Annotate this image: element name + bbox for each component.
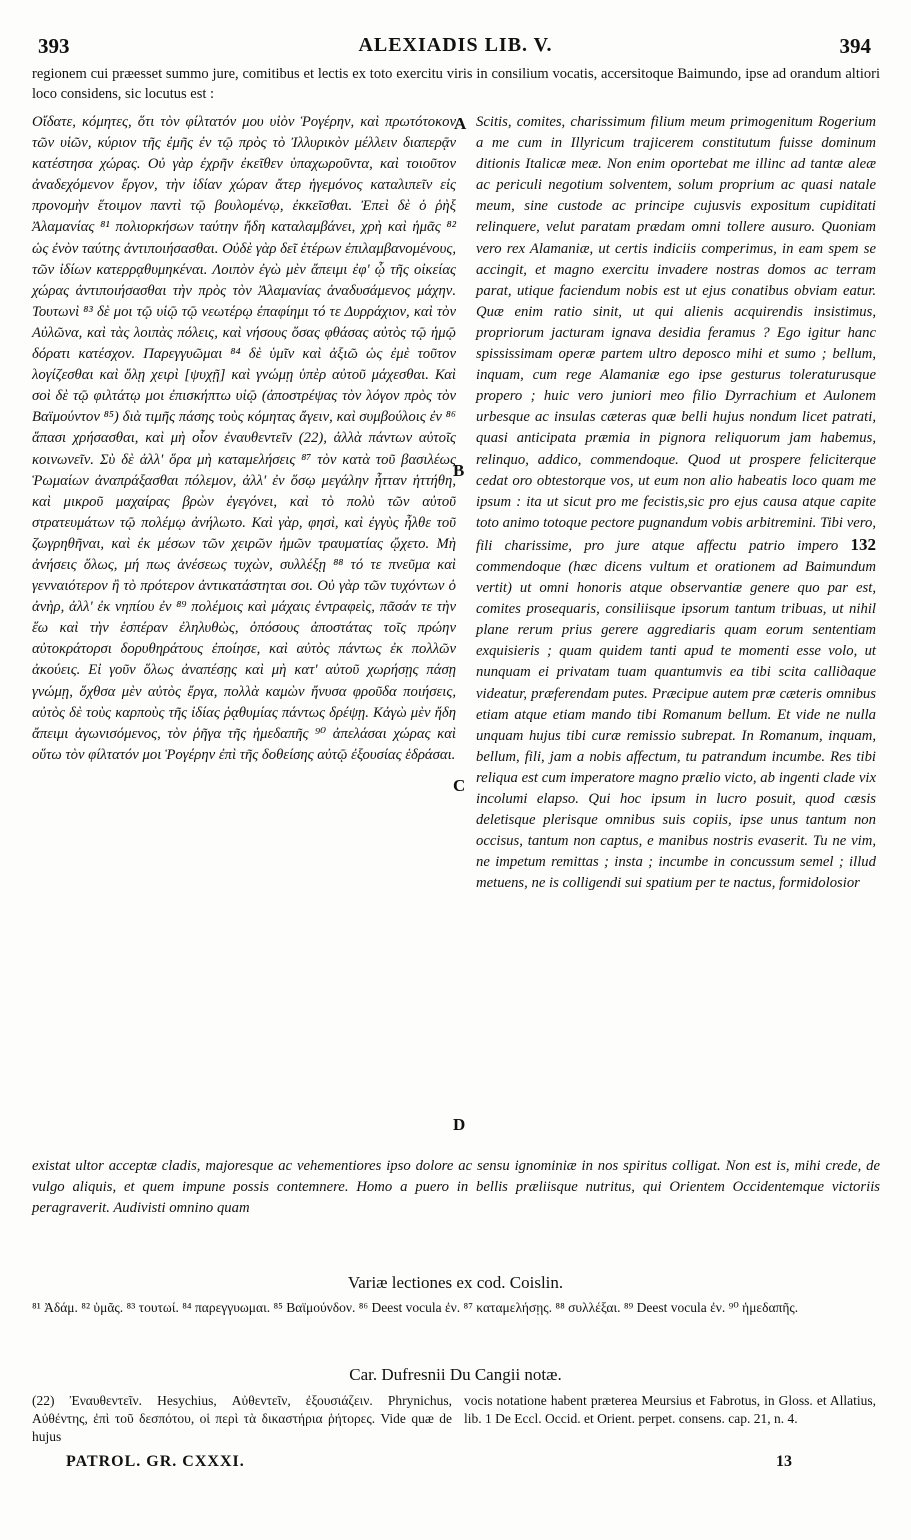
latin-text-part-2: commendoque (hæc dicens vultum et orationem ad Baimundum vertit) ut omni honoris atque observantiæ genere quo par est, comites prosequaris, consiliisque ipsorum tantum tribuas, ut nihil plane rerum prius gerere aggrediaris quam eorum sententiam exquisieris ; quam quidem tanti apud te momenti esse volo, ut nunquam ei privatam tuam quantumvis ea tibi scita calliдаque videatur, præferendam putes. Præcipue autem præ cæteris omnibus etiam atque etiam mando tibi Romanum bellum. Et vide ne nulla unquam hujus tibi curæ remissio subrepat. In Romanum, inquam, bellum, fili, jam a nobis affectum, tu patrandum incumbe. Res tibi reliqua est cum imperatore magno prælio victo, ab ingenti clade vix incolumi elapso. Qui hoc ipsum in lucro posuit, quod cæsis deletisque plerisque omnibus suis copiis, ipse unus tantum non occisus, tantum non captus, e manibus nostris evaserit. Tu ne vim, ne impetum remittas ; insta ; incumbe in concussum semel ; illud metuens, ne is colligendi sui spatium per te nactus, formidolosior	[476, 558, 876, 892]
notae-title: Car. Dufresnii Du Cangii notæ.	[349, 1365, 562, 1384]
intro-paragraph: regionem cui præesset summo jure, comitibus et lectis ex toto exercitu viris in consilium vocatis, accersitoque Baimundo, ipse ad orandum altiori loco considens, sic locutus est :	[32, 66, 880, 102]
footer-signature: 13	[776, 1453, 792, 1470]
latin-text-part-1: Scitis, comites, charissimum filium meum primogenitum Rogerium a me cum in Illyricum trajicerem constitutum fuisse dominum ditionis Italicæ meæ. Non enim oportebat me illinc ad tantæ aleæ ac periculi negotium solventem, solum proprium ac quasi natale meum, sine custode ac principe cujusvis expositum cupiditati relinquere, velut paratam prædam omni tollere ausuro. Quoniam vero rex Alamaniæ, ut certis indiciis comperimus, in eam spem se accingit, et magno exercitu invadere nostras domos ac terram parat, utique faciendum nobis est ut ejus conatibus obviam eatur. Quæ enim ratio sinit, ut qui alienis acquirendis insistimus, propriorum jacturam ignava desidia feramus ? Ego igitur hanc spississimam operæ partem ultro deposco mihi et sumo ; bellum, inquam, cum rege Alamaniæ ego ipse gesturus toleraturusque propero ; huic vero juniori meo filio Dyrrachium et Aulonem urbesque ac insulas cæteras quæ belli hujus nondum licet patrati, quasi anticipata præmia in pignora reliquorum jam habemus, relinquo, addico, commendoque. Quod ut prospere feliciterque cedat oro obtestorque vos, ut eum non alio habeatis loco quam me ipsum : ita ut sicut pro me fecistis,sic pro ejus causa atque capite toto animo totoque pectore pugnandum vobis arbitremini. Tibi vero, fili charissime, pro jure atque affectu patrio impero	[476, 114, 876, 554]
full-width-continuation: existat ultor acceptæ cladis, majoresque ac vehementiores ipso dolore ac sensu ignominiæ in nos spiritus colligat. Non est is, mihi crede, de vulgo aliquis, et quem impune possis contemnere. Homo a puero in bellis præliisque nutritus, qui Orientem Occidentemque victoriis peragraverit. Audivisti omnino quam	[32, 1158, 880, 1216]
margin-letter-b: B	[453, 461, 465, 480]
running-title: ALEXIADIS LIB. V.	[358, 34, 553, 56]
variae-text: ⁸¹ Ἀδάμ. ⁸² ὑμᾶς. ⁸³ τουτωί. ⁸⁴ παρεγγυωμαι. ⁸⁵ Βαϊμούνδον. ⁸⁶ Deest vocula ἐν. ⁸⁷ καταμελήσῃς. ⁸⁸ συλλέξαι. ⁸⁹ Deest vocula ἐν. ⁹⁰ ἡμεδαπῆς.	[32, 1300, 799, 1315]
margin-letter-c: C	[453, 776, 466, 795]
page-number-right: 394	[839, 34, 871, 58]
margin-letter-a: A	[454, 114, 467, 133]
note-left-column: (22) Ἐναυθεντεῖν. Hesychius, Αὐθεντεῖν, ἐξουσιάζειν. Phrynichus, Αὐθέντης, ἐπὶ τοῦ δεσπότου, οἱ περὶ τὰ δικαστήρια ῥήτορες. Vide quæ de hujus	[32, 1393, 452, 1444]
latin-column	[476, 112, 876, 894]
note-right-column: vocis notatione habent præterea Meursius et Fabrotus, in Gloss. et Allatius, lib. 1 De Eccl. Occid. et Orient. perpet. consens. cap. 21, n. 4.	[464, 1393, 876, 1426]
page-number-left: 393	[38, 34, 70, 58]
greek-column: Οἴδατε, κόμητες, ὅτι τὸν φίλτατόν μου υἱὸν Ῥογέρην, καὶ πρωτότοκον τῶν υἱῶν, κύριον τῆς ἐμῆς ἐν τῷ πρὸς τὸ Ἰλλυρικὸν μέλλειν διαπερᾷν κατέστησα χώρας. Οὐ γὰρ ἐχρῆν ἐκεῖθεν ὑπαχωροῦντα, καὶ τοιοῦτον ἀναδεχόμενον ἔργον, τὴν ἰδίαν χώραν ἄτερ ἡγεμόνος καταλιπεῖν εἰς προνομὴν ἕτοιμον παντὶ τῷ βουλομένῳ, ἐκκεῖσθαι. Ἐπεὶ δὲ ὁ ῥὴξ Ἀλαμανίας ⁸¹ πολιορκήσων ταύτην ἤδη καταλαμβάνει, χρὴ καὶ ἡμᾶς ⁸² ὡς ἐνὸν ταύτης ἀντιποιήσασθαι. Οὐδὲ γὰρ δεῖ ἑτέρων ἐπιλαμβανομένους, τῶν ἰδίων κατερρᾳθυμηκέναι. Λοιπὸν ἐγὼ μὲν ἄπειμι ἐφ' ᾧ τῆς οἰκείας χώρας ἀντιποιήσασθαι τὴν πρὸς τὸν Ἀλαμανίας ἀναδυσάμενος μάχην. Τουτωνὶ ⁸³ δὲ μοι τῷ υἱῷ τῷ νεωτέρῳ ἐπαφίημι τό τε Δυρράχιον, καὶ τὸν Αὐλῶνα, καὶ τὰς λοιπὰς πόλεις, καὶ νήσους ὅσας φθάσας αὐτὸς τῷ ἡμῷ δόρατι κατέσχον. Παρεγγυῶμαι ⁸⁴ δὲ ὑμῖν καὶ ἀξιῶ ὡς ἐμὲ τοῦτον λογίζεσθαι καὶ ὅλῃ χειρὶ [ψυχῇ] καὶ γνώμῃ ὑπὲρ αὐτοῦ μάχεσθαι. Καὶ σοὶ δὲ τῷ φιλτάτῳ μοι ἐπισκήπτω υἱῷ (ἀποστρέψας τὸν λόγον πρὸς τὸν Βαϊμούντον ⁸⁵) διὰ τιμῆς πάσης τοὺς κόμητας ἄγειν, καὶ συμβούλοις ἐν ⁸⁶ ἅπασι χρήσασθαι, καὶ μὴ οἷον ἐναυθεντεῖν (22), ἀλλὰ πάντων αὐτοῖς κοινωνεῖν. Σὺ δὲ ἀλλ' ὅρα μὴ καταμελήσεις ⁸⁷ τὸν κατὰ τοῦ βασιλέως Ῥωμαίων ἀναπράξασθαι πόλεμον, ἀλλ' ἐν ὅσῳ μεγάλην ἧτταν ἡττήθη, καὶ μικροῦ μαχαίρας βρὼν ἐγεγόνει, καὶ τὸ πολὺ τῶν αὐτοῦ στρατευμάτων τῷ πολέμῳ ἀνήλωτο. Καὶ γὰρ, φησὶ, καὶ ἐγγὺς ἦλθε τοῦ ζωγρηθῆναι, καὶ ἐκ μέσων τῶν χειρῶν ἡμῶν τραυματίας ᾤχετο. Μὴ ἀνήσεις ὅλως, μή πως ἀνέσεως τυχὼν, συλλέξῃ ⁸⁸ τό τε πνεῦμα καὶ γενναιότερον ἢ τὸ πρότερον ἀντικατάστηται σοι. Οὐ γὰρ τῶν τυχόντων ὁ ἀνὴρ, ἀλλ' ἐκ νηπίου ἐν ⁸⁹ πολέμοις καὶ μάχαις ἐντραφεὶς, πᾶσάν τε τὴν ἕω καὶ τὴν ἑσπέραν ἐληλυθὼς, ὁπόσους ἀποστάτας τοῖς πρώην αὐτοκράτορσι δορυθηράτους ἐποίησε, καὶ αὐτὸς πάντως ἐκ πολλῶν ἀκούεις. Εἰ γοῦν ὅλως ἀναπέσῃς καὶ μὴ κατ' αὐτοῦ χωρήσῃς πάσῃ γνώμῃ, ὅχθσα μὲν αὐτὸς ἔργα, πολλὰ καμὼν ἤνυσα φροῦδα ποιήσεις, αὐτὸς δὲ τοὺς καρποὺς τῆς ἰδίας ῥᾳθυμίας πάντως δρέψῃ. Κἀγὼ μὲν ἤδη ἄπειμι ἀγωνισόμενος, τὸν ῥῆγα τῆς ἡμεδαπῆς ⁹⁰ ἀπελάσαι χώρας καὶ οὕτω τὸν φίλτατόν μοι Ῥογέρην ἐπὶ τῆς δοθείσης αὐτῷ ἐξουσίας ἑδράσαι.	[32, 114, 456, 763]
variae-title: Variæ lectiones ex cod. Coislin.	[347, 1273, 564, 1292]
margin-letter-d: D	[453, 1115, 466, 1134]
footer-patrol: PATROL. GR. CXXXI.	[66, 1453, 245, 1470]
column-number: 132	[850, 534, 876, 554]
